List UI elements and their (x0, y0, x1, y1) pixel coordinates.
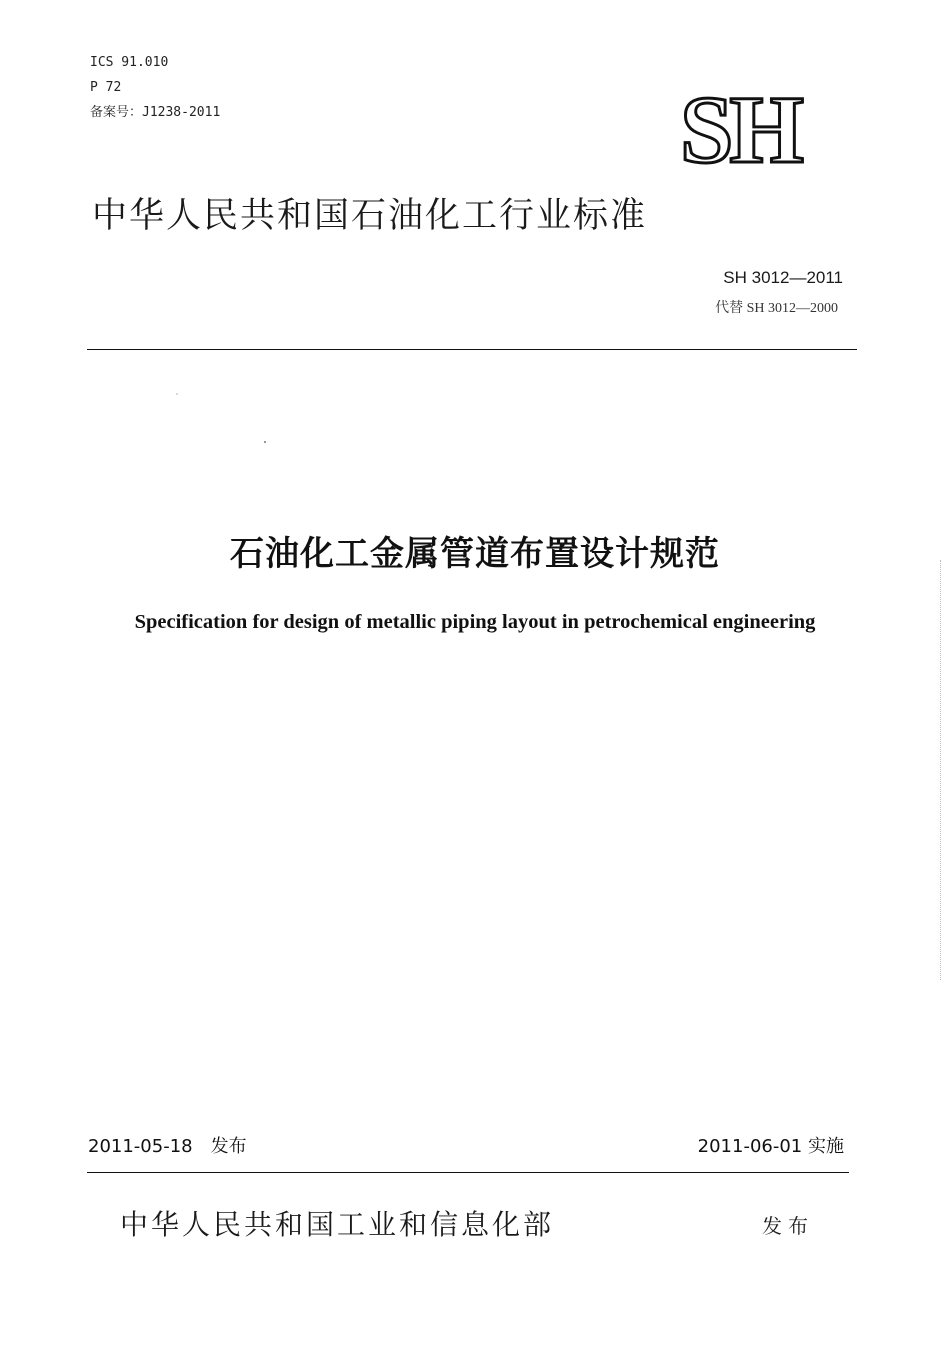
replaces-standard: 代替 SH 3012—2000 (715, 301, 838, 316)
release-date: 2011-05-18 发布 (88, 1136, 247, 1157)
bottom-divider (87, 1172, 849, 1173)
document-title-en: Specification for design of metallic piping layout in petrochemical engineering (134, 611, 816, 633)
standard-number: SH 3012—2011 (723, 268, 843, 287)
sh-logo-text: SH (679, 80, 801, 175)
sh-logo (640, 80, 840, 175)
document-title-cn: 石油化工金属管道布置设计规范 (230, 534, 720, 574)
issuer-suffix: 发布 (762, 1214, 814, 1238)
filing-number: 备案号：J1238-2011 (90, 105, 221, 120)
implementation-date: 2011-06-01 实施 (697, 1136, 844, 1157)
scan-speck (176, 393, 178, 395)
scan-speck (264, 441, 266, 443)
ics-code: ICS 91.010 (90, 55, 169, 70)
top-divider (87, 349, 857, 350)
issuing-authority: 中华人民共和国工业和信息化部 (120, 1208, 555, 1241)
classification-code: P 72 (90, 80, 122, 95)
industry-standard-heading: 中华人民共和国石油化工行业标准 (92, 196, 648, 236)
